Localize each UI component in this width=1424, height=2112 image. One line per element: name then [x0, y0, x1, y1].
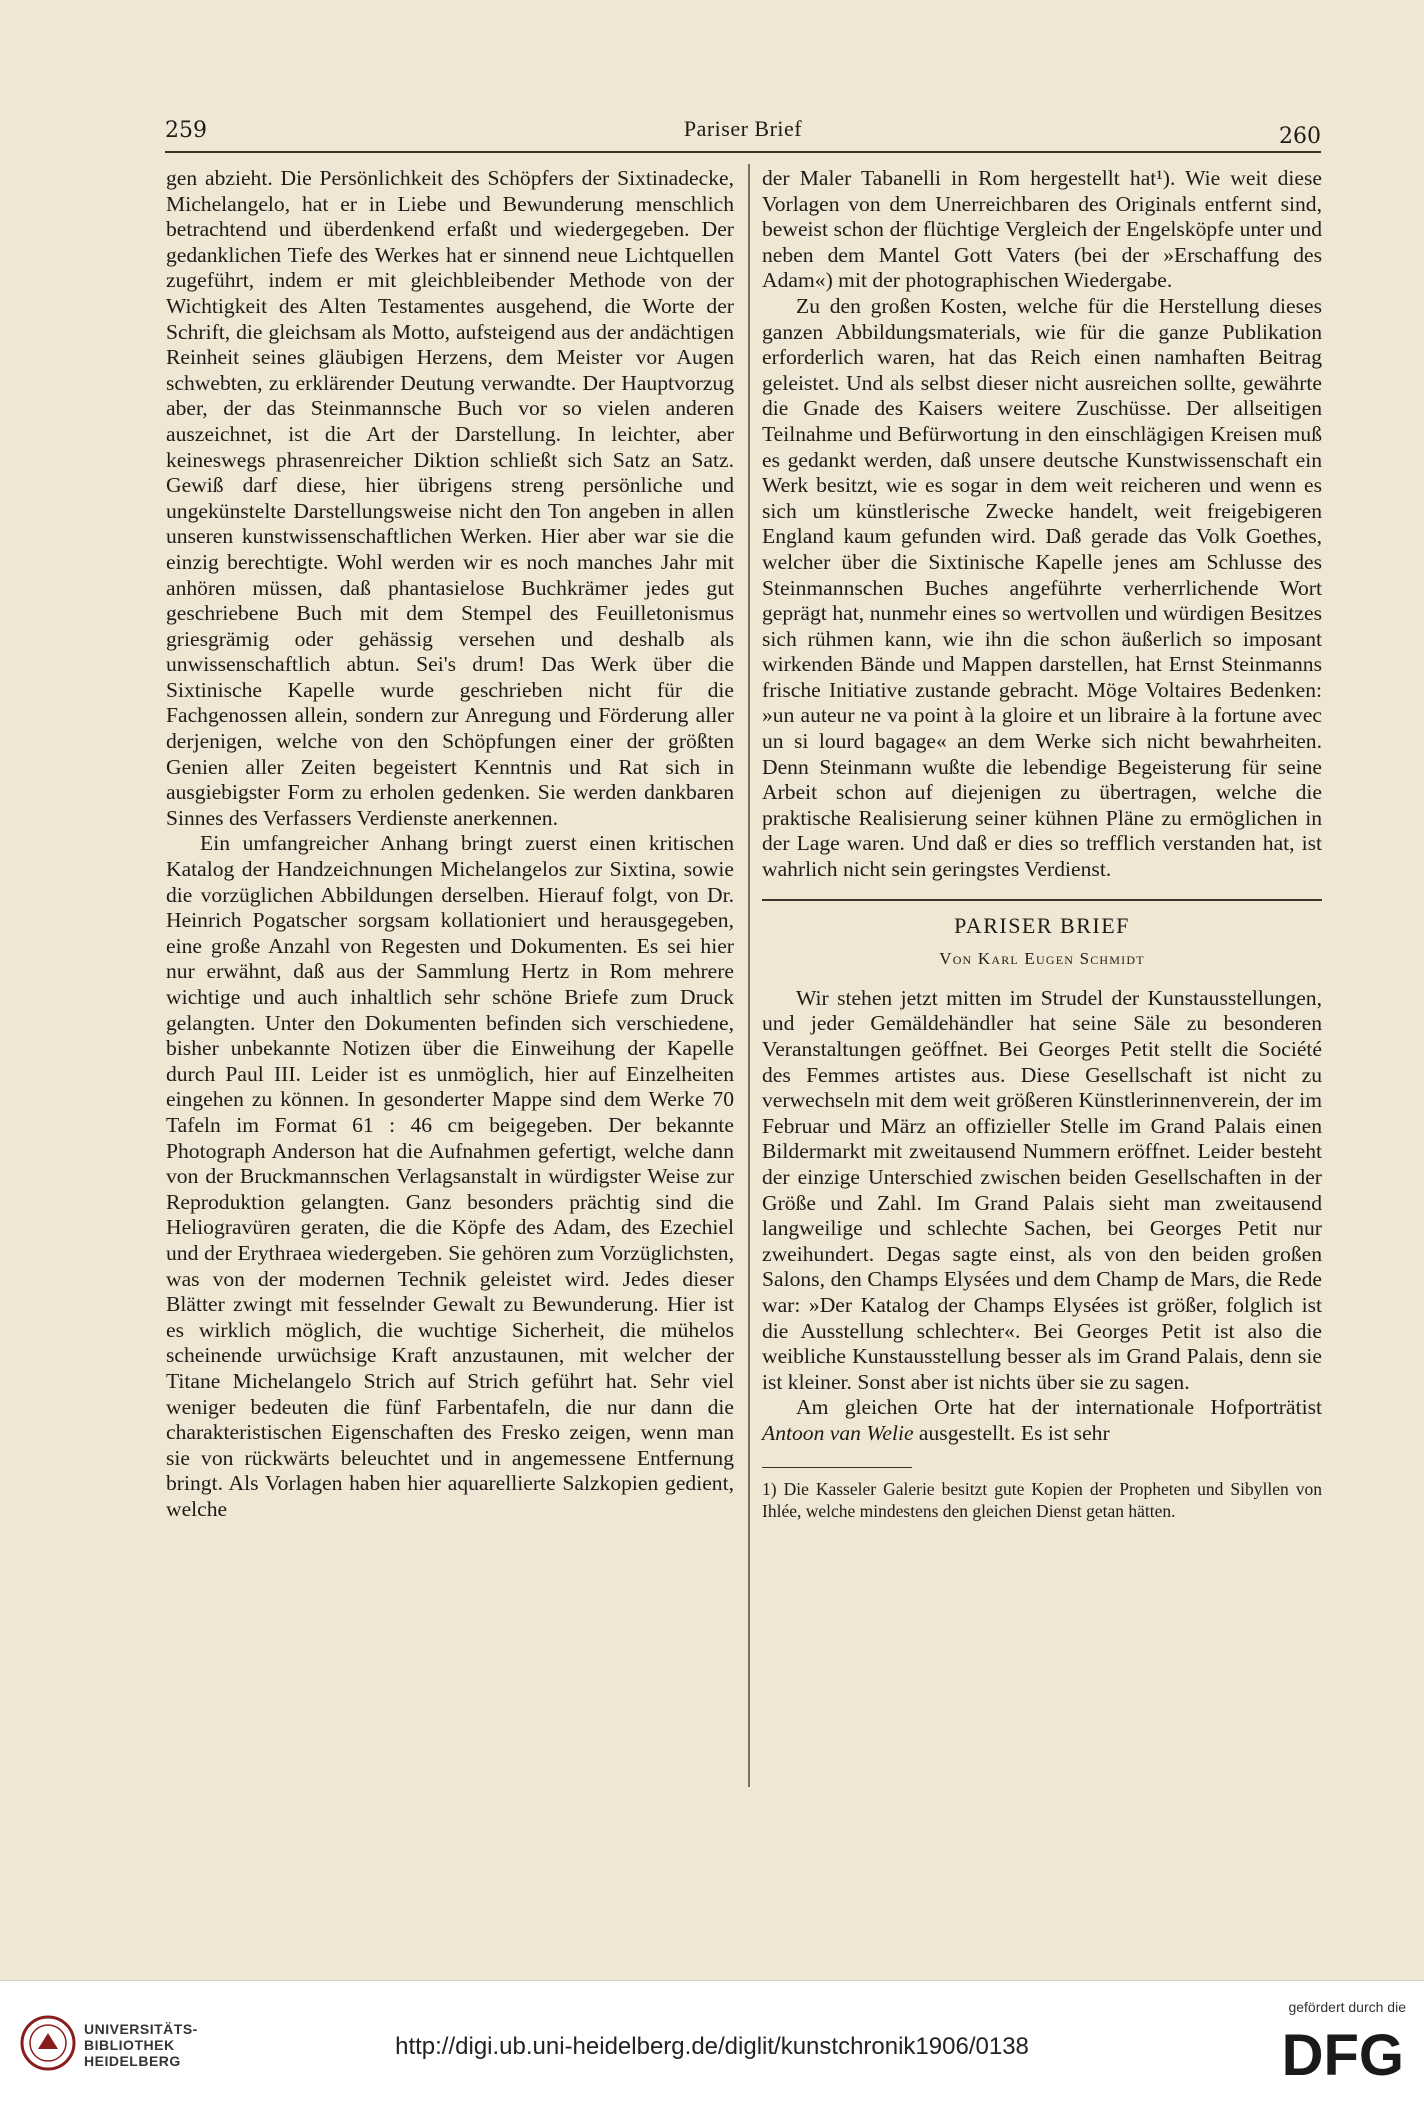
paragraph	[762, 1395, 1322, 1446]
header-rule	[165, 151, 1321, 153]
paragraph: der Maler Tabanelli in Rom hergestellt hat¹). Wie weit diese Vorlagen von dem Unerreichbaren des Originals entfernt sind, beweist schon der flüchtige Vergleich der Engelsköpfe unter und neben dem Mantel Gott Vaters (bei der »Erschaffung des Adam«) mit der photographischen Wiedergabe.	[762, 166, 1322, 293]
paragraph: Zu den großen Kosten, welche für die Herstellung dieses ganzen Abbildungsmaterials, wie für die ganze Publikation erforderlich waren, hat das Reich einen namhaften Beitrag geleistet. Und als selbst dieser nicht ausreichen sollte, gewährte die Gnade des Kaisers weitere Zuschüsse. Der allseitigen Teilnahme und Befürwortung in den einschlägigen Kreisen muß es gedankt werden, daß unsere deutsche Kunstwissenschaft ein Werk besitzt, wie es sogar in dem weit reicheren und wenn es sich um künstlerische Zwecke handelt, weit freigebigeren England kaum gefunden wird. Daß gerade das Volk Goethes, welcher über die Sixtinische Kapelle jenes am Schlusse des Steinmannschen Buches angeführte verherrlichende Wort geprägt hat, nunmehr eines so wertvollen und würdigen Besitzes sich rühmen kann, wie ihn die schon äußerlich so imposant wirkenden Bände und Mappen darstellen, hat Ernst Steinmanns frische Initiative zustande gebracht. Möge Voltaires Bedenken: »un auteur ne va point à la gloire et un libraire à la fortune avec un si lourd bagage« an dem Werke sich nicht bewahrheiten. Denn Steinmann wußte die lebendige Begeisterung für seine Arbeit schon auf diejenigen zu übertragen, welche die praktische Realisierung seiner kühnen Pläne zu ermöglichen in der Lage waren. Und daß er dies so trefflich verstanden hat, ist wahrlich nicht sein geringstes Verdienst.	[762, 293, 1322, 882]
footnote-rule	[762, 1467, 912, 1468]
library-name-line: UNIVERSITÄTS-	[84, 2021, 198, 2037]
dfg-logo-icon	[1266, 2023, 1406, 2083]
funder-block[interactable]	[1256, 1999, 1406, 2099]
text-run: Am gleichen Orte hat der internationale Hofporträtist	[796, 1395, 1322, 1420]
digitization-footer	[0, 1980, 1424, 2112]
article-author: Von Karl Eugen Schmidt	[939, 949, 1145, 969]
paragraph: Wir stehen jetzt mitten im Strudel der Kunstausstellungen, und jeder Gemäldehändler hat seine Säle zu besonderen Veranstaltungen geöffnet. Bei Georges Petit stellt die Société des Femmes artistes aus. Diese Gesellschaft ist nicht zu verwechseln mit dem weit größeren Künstlerinnenverein, der im Februar und März an offizieller Stelle im Grand Palais einen Bildermarkt mit zweitausend Nummern eröffnet. Leider besteht der einzige Unterschied zwischen beiden Gesellschaften in der Größe und Zahl. Im Grand Palais sieht man zweitausend langweilige und schlechte Sachen, bei Georges Petit nur zweihundert. Degas sagte einst, als von den beiden großen Salons, den Champs Elysées und dem Champ de Mars, die Rede war: »Der Katalog der Champs Elysées ist größer, folglich ist die Ausstellung schlechter«. Bei Georges Petit ist also die weibliche Kunstausstellung besser als im Grand Palais, denn sie ist kleiner. Sonst aber ist nichts über sie zu sagen.	[762, 985, 1322, 1394]
running-head	[165, 112, 1321, 148]
artist-name: Antoon van Welie	[762, 1420, 914, 1445]
dfg-logo-text: DFG	[1281, 2023, 1404, 2083]
paragraph: gen abzieht. Die Persönlichkeit des Schöpfers der Sixtinadecke, Michelangelo, hat er in Liebe und Bewunderung menschlich betrachtend und überdenkend erfaßt und wiedergegeben. Der gedanklichen Tiefe des Werkes hat er sinnend neue Lichtquellen zugeführt, indem er mit gleichbleibender Methode von der Wichtigkeit des Alten Testamentes ausgehend, die Worte der Schrift, die gleichsam als Motto, aufsteigend aus der andächtigen Reinheit seines gläubigen Herzens, dem Meister vor Augen schwebten, zu erklärender Deutung verwandte. Der Hauptvorzug aber, der das Steinmannsche Buch vor so vielen anderen auszeichnet, ist die Art der Darstellung. In leichter, aber keineswegs phrasenreicher Diktion schließt sich Satz an Satz. Gewiß darf diese, hier übrigens streng persönliche und ungekünstelte Darstellungsweise nicht den Ton angeben in allen unseren kunstwissenschaftlichen Werken. Hier aber war sie die einzig berechtigte. Wohl werden wir es noch manches Jahr mit anhören müssen, daß phantasielose Buchkrämer jedes gut geschriebene Buch mit dem Stempel des Feuilletonismus griesgrämig oder gehässig versehen und deshalb als unwissenschaftlich abtun. Sei's drum! Das Werk über die Sixtinische Kapelle wurde geschrieben nicht für die Fachgenossen allein, sondern zur Anregung und Förderung aller derjenigen, welche von den Schöpfungen einer der größten Genien aller Zeiten begeistert Kenntnis und Rat sich in ausgiebigster Form zu erholen gedenken. Sie werden dankbaren Sinnes des Verfassers Verdienste anerkennen.	[166, 166, 734, 830]
article-title: PARISER BRIEF	[954, 912, 1130, 938]
page-number-right: 260	[1279, 124, 1321, 149]
footnote: 1) Die Kasseler Galerie besitzt gute Kopien der Propheten und Sibyllen von Ihlée, welche mindestens den gleichen Dienst getan hätten.	[762, 1478, 1322, 1521]
running-title: Pariser Brief	[683, 116, 803, 141]
library-name-line: HEIDELBERG	[84, 2053, 181, 2069]
permalink-url[interactable]: http://digi.ub.uni-heidelberg.de/diglit/kunstchronik1906/0138	[395, 2033, 1029, 2060]
column-rule	[748, 164, 750, 1787]
paragraph: Ein umfangreicher Anhang bringt zuerst einen kritischen Katalog der Handzeichnungen Michelangelos zur Sixtina, sowie die vorzüglichen Abbildungen derselben. Hierauf folgt, von Dr. Heinrich Pogatscher sorgsam kollationiert und herausgegeben, eine große Anzahl von Regesten und Dokumenten. Es sei hier nur erwähnt, daß aus der Sammlung Hertz in Rom mehrere wichtige und auch inhaltlich sehr schöne Briefe zum Druck gelangten. Unter den Dokumenten befinden sich verschiedene, bisher unbekannte Notizen über die Einweihung der Kapelle durch Paul III. Leider ist es unmöglich, hier auf Einzelheiten eingehen zu können. In gesonderter Mappe sind dem Werke 70 Tafeln im Format 61 : 46 cm beigegeben. Der bekannte Photograph Anderson hat die Aufnahmen gefertigt, welche dann von der Bruckmannschen Verlagsanstalt in würdigster Weise zur Reproduktion gelangten. Ganz besonders prächtig sind die Heliogravüren geraten, die die Köpfe des Adam, des Ezechiel und der Erythraea wiedergeben. Sie gehören zum Vorzüglichsten, was von der modernen Technik geleistet wird. Jedes dieser Blätter zwingt mit fesselnder Gewalt zu Bewunderung. Hier ist es wirklich möglich, die wuchtige Sicherheit, die mühelos scheinende urwüchsige Kraft anzustaunen, mit welcher der Titane Michelangelo Strich auf Strich geführt hat. Sehr viel weniger bedeuten die fünf Farbentafeln, die nur dann die charakteristischen Eigenschaften des Fresko zeigen, wenn man sie von rückwärts beleuchtet und in angemessene Entfernung bringt. Als Vorlagen haben hier aquarellierte Salzkopien gedient, welche	[166, 831, 734, 1521]
funding-note: gefördert durch die	[1288, 1999, 1406, 2015]
section-rule	[762, 899, 1322, 901]
left-column	[166, 166, 734, 1522]
text-run: ausgestellt. Es ist sehr	[913, 1420, 1110, 1445]
library-name-line: BIBLIOTHEK	[84, 2037, 175, 2053]
page-number-left: 259	[165, 118, 207, 143]
right-column	[762, 166, 1322, 1522]
